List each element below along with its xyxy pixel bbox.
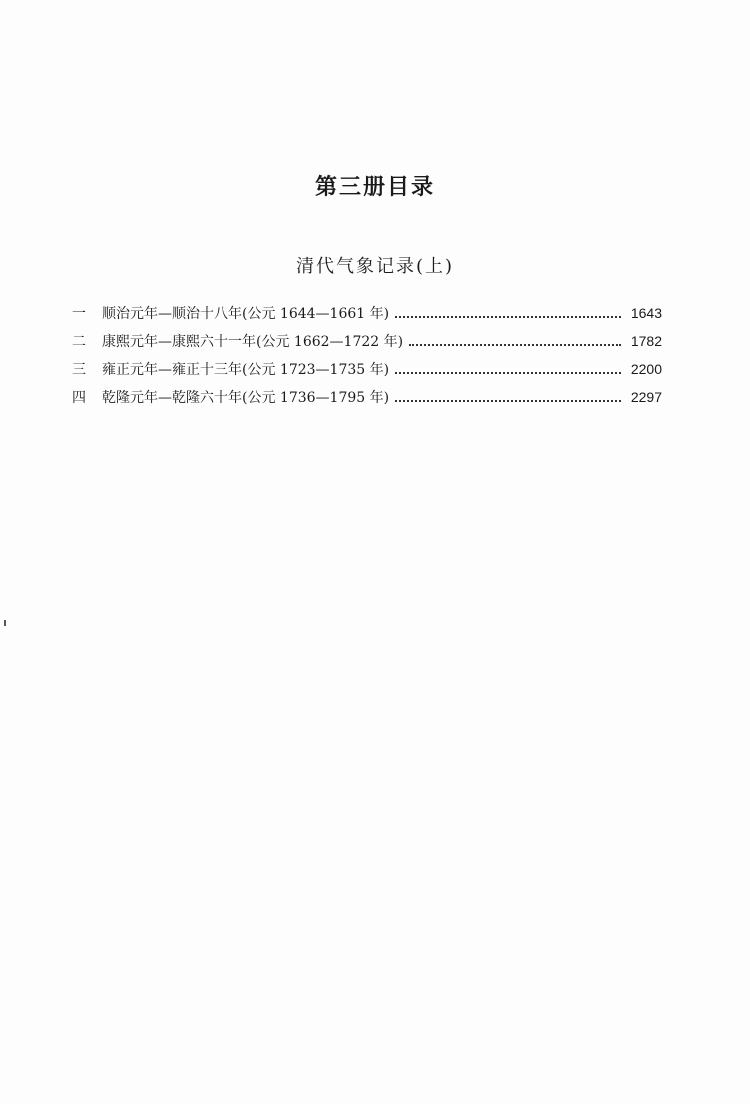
toc-entry-text: 雍正元年—雍正十三年(公元 1723—1735 年): [102, 362, 390, 378]
toc-leader-dots: [395, 372, 621, 374]
toc-entry[interactable]: [72, 303, 662, 331]
toc-entry-text: 康熙元年—康熙六十一年(公元 1662—1722 年): [102, 334, 404, 350]
toc-entry-text: 顺治元年—顺治十八年(公元 1644—1661 年): [102, 306, 390, 322]
toc-leader-dots: [409, 344, 621, 346]
section-title: 清代气象记录(上): [295, 256, 455, 277]
toc-entry-page: 1782: [630, 333, 662, 349]
toc-entry[interactable]: [72, 331, 662, 359]
toc-entry-page: 2200: [630, 361, 662, 377]
page-title: 第三册目录: [314, 175, 435, 200]
toc-leader-dots: [395, 400, 621, 402]
toc-leader-dots: [395, 316, 621, 318]
toc-entry-text: 乾隆元年—乾隆六十年(公元 1736—1795 年): [102, 390, 390, 406]
toc-entry-number: 四: [72, 390, 86, 406]
toc-entry[interactable]: [72, 359, 662, 387]
toc-entry-number: 二: [72, 334, 86, 350]
toc-entry-number: 一: [72, 306, 86, 322]
toc-entry-page: 1643: [630, 305, 662, 321]
toc-entry[interactable]: [72, 387, 662, 415]
scan-edge-mark: [4, 620, 6, 626]
toc-entry-page: 2297: [630, 389, 662, 405]
table-of-contents: [72, 303, 662, 415]
toc-entry-number: 三: [72, 362, 86, 378]
